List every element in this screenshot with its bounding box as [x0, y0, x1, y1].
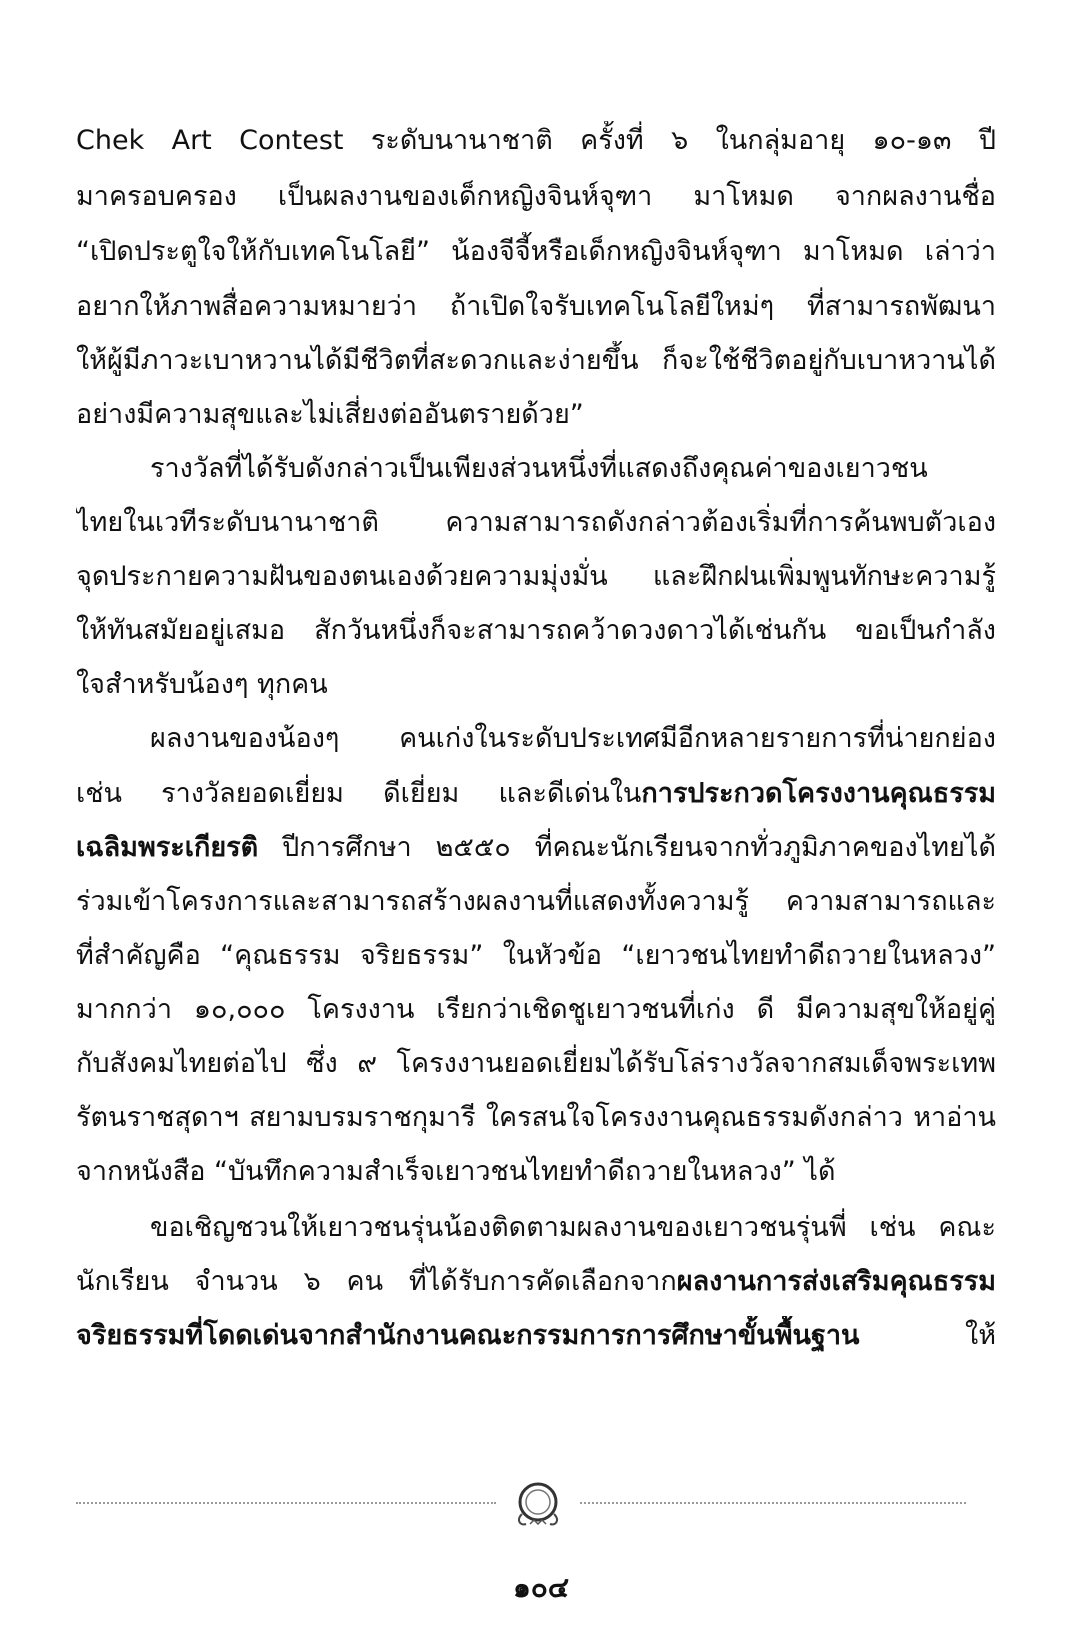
page-number: ๑๐๔ [512, 1571, 570, 1604]
body-line [76, 1316, 996, 1356]
body-line: อยากให้ภาพสื่อความหมายว่า ถ้าเปิดใจรับเทคโนโลยีใหม่ๆ ที่สามารถพัฒนา [76, 291, 996, 322]
body-line: ผลงานของน้องๆ คนเก่งในระดับประเทศมีอีกหลายรายการที่น่ายกย่อง [150, 723, 996, 754]
bold-program-title: ผลงานการส่งเสริมคุณธรรม [676, 1266, 996, 1297]
body-line: ให้ผู้มีภาวะเบาหวานได้มีชีวิตที่สะดวกและง่ายขึ้น ก็จะใช้ชีวิตอยู่กับเบาหวานได้ [76, 345, 996, 376]
body-line: อย่างมีความสุขและไม่เสี่ยงต่ออันตรายด้วย” [76, 399, 584, 430]
body-line [76, 774, 996, 814]
body-line: ให้ทันสมัยอยู่เสมอ สักวันหนึ่งก็จะสามารถคว้าดวงดาวได้เช่นกัน ขอเป็นกำลัง [76, 615, 996, 646]
body-line [76, 828, 996, 868]
body-line: Chek Art Contest ระดับนานาชาติ ครั้งที่ ๖ ในกลุ่มอายุ ๑๐-๑๓ ปี [76, 125, 996, 156]
body-line: “เปิดประตูใจให้กับเทคโนโลยี” น้องจีจี้หรือเด็กหญิงจินห์จุฑา มาโหมด เล่าว่า [76, 236, 996, 267]
body-line: จุดประกายความฝันของตนเองด้วยความมุ่งมั่น และฝึกฝนเพิ่มพูนทักษะความรู้ [76, 561, 996, 592]
bold-project-title: เฉลิมพระเกียรติ [76, 832, 259, 863]
body-text: ปีการศึกษา ๒๕๕๐ ที่คณะนักเรียนจากทั่วภูมิภาคของไทยได้ [258, 832, 996, 863]
body-text: ให้ [859, 1320, 996, 1351]
body-line: ใจสำหรับน้องๆ ทุกคน [76, 669, 328, 700]
footer-divider-left [76, 1502, 496, 1504]
footer-divider-right [580, 1502, 966, 1504]
body-line: ร่วมเข้าโครงการและสามารถสร้างผลงานที่แสดงทั้งความรู้ ความสามารถและ [76, 886, 996, 917]
body-text: นักเรียน จำนวน ๖ คน ที่ได้รับการคัดเลือกจาก [76, 1266, 677, 1297]
body-line: ขอเชิญชวนให้เยาวชนรุ่นน้องติดตามผลงานของเยาวชนรุ่นพี่ เช่น คณะ [150, 1212, 996, 1243]
body-line: มากกว่า ๑๐,๐๐๐ โครงงาน เรียกว่าเชิดชูเยาวชนที่เก่ง ดี มีความสุขให้อยู่คู่ [76, 994, 996, 1025]
body-line: ที่สำคัญคือ “คุณธรรม จริยธรรม” ในหัวข้อ “เยาวชนไทยทำดีถวายในหลวง” [76, 940, 996, 971]
body-line: กับสังคมไทยต่อไป ซึ่ง ๙ โครงงานยอดเยี่ยมได้รับโล่รางวัลจากสมเด็จพระเทพ [76, 1048, 996, 1079]
body-line [76, 1262, 996, 1302]
body-line: ไทยในเวทีระดับนานาชาติ ความสามารถดังกล่าวต้องเริ่มที่การค้นพบตัวเอง [76, 507, 996, 538]
body-line: มาครอบครอง เป็นผลงานของเด็กหญิงจินห์จุฑา มาโหมด จากผลงานชื่อ [76, 181, 996, 212]
body-line: รัตนราชสุดาฯ สยามบรมราชกุมารี ใครสนใจโครงงานคุณธรรมดังกล่าว หาอ่าน [76, 1102, 996, 1133]
body-text: เช่น รางวัลยอดเยี่ยม ดีเยี่ยม และดีเด่นใน [76, 778, 642, 809]
body-line: รางวัลที่ได้รับดังกล่าวเป็นเพียงส่วนหนึ่งที่แสดงถึงคุณค่าของเยาวชน [150, 453, 928, 484]
bold-project-title: การประกวดโครงงานคุณธรรม [641, 778, 996, 809]
bold-program-title: จริยธรรมที่โดดเด่นจากสำนักงานคณะกรรมการการศึกษาขั้นพื้นฐาน [76, 1320, 860, 1351]
footer-ornament-icon [508, 1476, 568, 1532]
body-line: จากหนังสือ “บันทึกความสำเร็จเยาวชนไทยทำดีถวายในหลวง” ได้ [76, 1156, 836, 1187]
